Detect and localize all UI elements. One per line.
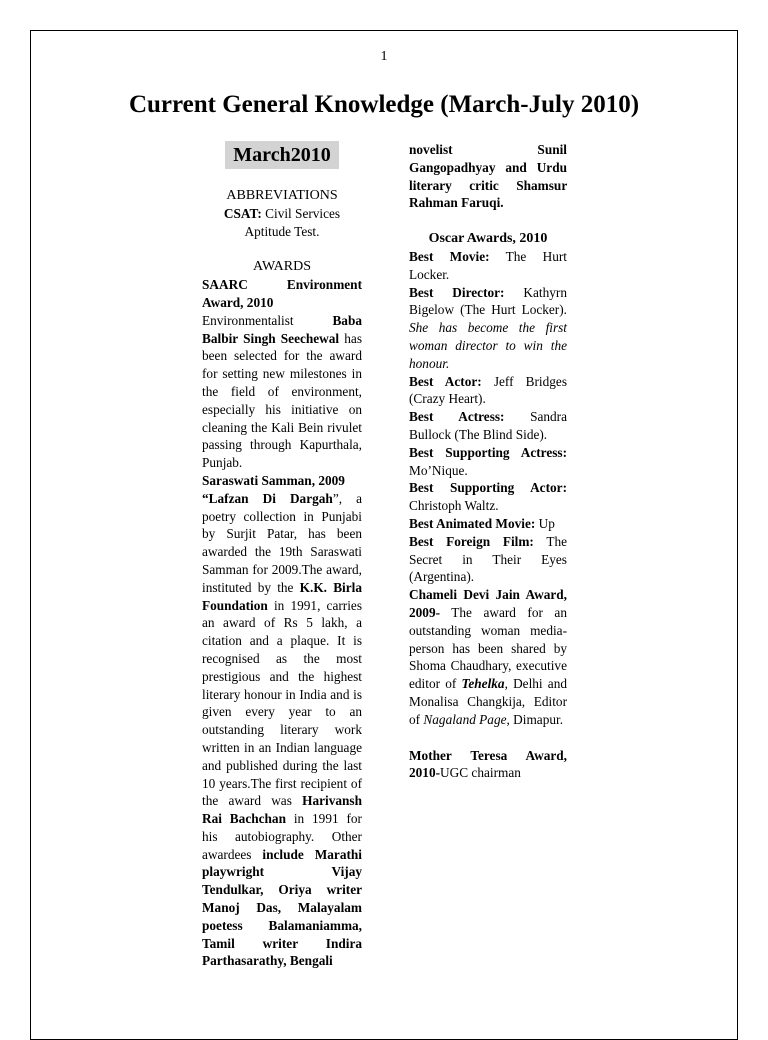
oscar-item [409,479,567,515]
abbreviations-heading: ABBREVIATIONS [226,188,338,203]
oscar-heading [409,230,567,248]
right-column [409,141,567,782]
saraswati-other-awardees: Shamsur [498,177,567,193]
oscar-value: Sandra Bullock (The Blind Side). [409,409,567,442]
saraswati-text-3: in 1991 for his autobiography. Other awardees [202,811,362,862]
oscar-item [409,284,567,373]
saraswati-other-awardees: novelist [409,142,453,157]
chameli-award [409,586,567,728]
oscar-label: Best Director: [409,284,505,300]
awards-heading: AWARDS [253,259,311,275]
saraswati-first-recipient: Harivansh Rai Bachchan [202,793,362,827]
chameli-award-title: Chameli Devi Jain Award, 2009- [409,587,567,620]
saraswati-award-body [202,490,362,971]
document-page [30,30,738,1040]
teresa-award [409,747,567,783]
saraswati-work: “Lafzan Di Dargah [202,490,333,506]
document-title: Current General Knowledge (March-July 2010) [128,91,640,118]
saraswati-other-awardees: Urdu [526,159,568,175]
chameli-publication-2: Nagaland Page [423,711,507,727]
oscar-item [409,515,567,533]
oscar-value: Kathyrn Bigelow (The Hurt Locker). [409,284,567,318]
saarc-text-1: Environmentalist [202,312,333,328]
saarc-text-2: has been selected for the award for setting new milestones in the field of environment, especially his initiative on cleaning the Kali Bein rivulet passing through Kapurthala, Punjab. [202,330,362,471]
left-column [202,141,362,970]
saraswati-award-title-text: Saraswati Samman, 2009 [202,472,345,488]
chameli-text-1: The award for an outstanding woman media-person has been shared by Shoma Chaudhary, executive editor of [409,604,567,692]
saarc-award-title [202,276,362,312]
saraswati-other-awardees: include Marathi playwright Vijay Tendulkar, Oriya writer Manoj Das, Malayalam poetess Balamaniamma, Tamil writer Indira Parthasarathy, Bengali [202,846,362,969]
oscar-label: Best Foreign Film: [409,533,534,549]
abbreviation-entry [202,205,362,241]
month-heading: March2010 [225,141,339,169]
oscar-label: Best Supporting Actress: [409,444,567,460]
saraswati-award-title [202,472,362,490]
saarc-award-body [202,312,362,472]
oscar-item [409,408,567,444]
teresa-award-title: Mother Teresa Award, 2010- [409,747,567,781]
oscar-item [409,248,567,284]
oscar-value: Mo’Nique. [409,462,468,478]
chameli-publication-1: Tehelka [461,676,505,692]
teresa-text-1: UGC chairman [440,765,521,781]
oscar-value: Up [535,515,555,531]
oscar-label: Best Actor: [409,373,482,389]
chameli-text-2: , Delhi and Monalisa Changkija, Editor of [409,676,567,727]
saarc-awardee: Baba Balbir Singh Seechewal [202,312,362,346]
saarc-award-title-text: SAARC Environment Award, 2010 [202,277,362,310]
abbreviation-definition: Civil Services Aptitude Test. [244,205,341,239]
saraswati-other-awardees: critic [451,177,499,193]
oscar-label: Best Movie: [409,248,490,264]
oscar-label: Best Animated Movie: [409,515,536,531]
oscar-value: The Secret in Their Eyes (Argentina). [409,533,567,585]
oscar-label: Best Actress: [409,409,505,425]
saraswati-text-1: ”, a poetry collection in Punjabi by Surjit Patar, has been awarded the 19th Saraswati Samman for 2009.The award, instituted by the [202,490,362,595]
saraswati-other-awardees: literary [409,177,452,193]
page-number: 1 [380,49,388,64]
oscar-value: Jeff Bridges (Crazy Heart). [409,373,567,407]
saraswati-foundation: K.K. Birla Foundation [202,579,363,613]
saraswati-award-body-continued [409,141,567,212]
oscar-item [409,533,567,586]
chameli-text-3: , Dimapur. [506,711,564,727]
oscar-item [409,444,567,480]
oscar-item [409,373,567,409]
saraswati-other-awardees: Gangopadhyay [409,159,496,175]
saraswati-other-awardees: and [495,159,527,175]
saraswati-text-2: in 1991, carries an award of Rs 5 lakh, a citation and a plaque. It is recognised as the most prestigious and the highest literary honour in India and is given every year to an outstanding literary work written in an Indian language and published during the last 10 years.The first recipient of the award was [202,597,362,809]
saraswati-other-awardees: Faruqi. [457,195,504,211]
oscar-note: She has become the first woman director to win the honour. [409,320,567,371]
saraswati-other-awardees: Sunil [452,142,567,157]
oscar-heading-text: Oscar Awards, 2010 [428,231,548,247]
oscar-value: Christoph Waltz. [409,498,499,514]
oscar-value: The Hurt Locker. [409,248,567,282]
oscar-label: Best Supporting Actor: [409,480,567,496]
abbreviation-term: CSAT: [223,205,262,221]
saraswati-other-awardees: Rahman [409,195,458,211]
